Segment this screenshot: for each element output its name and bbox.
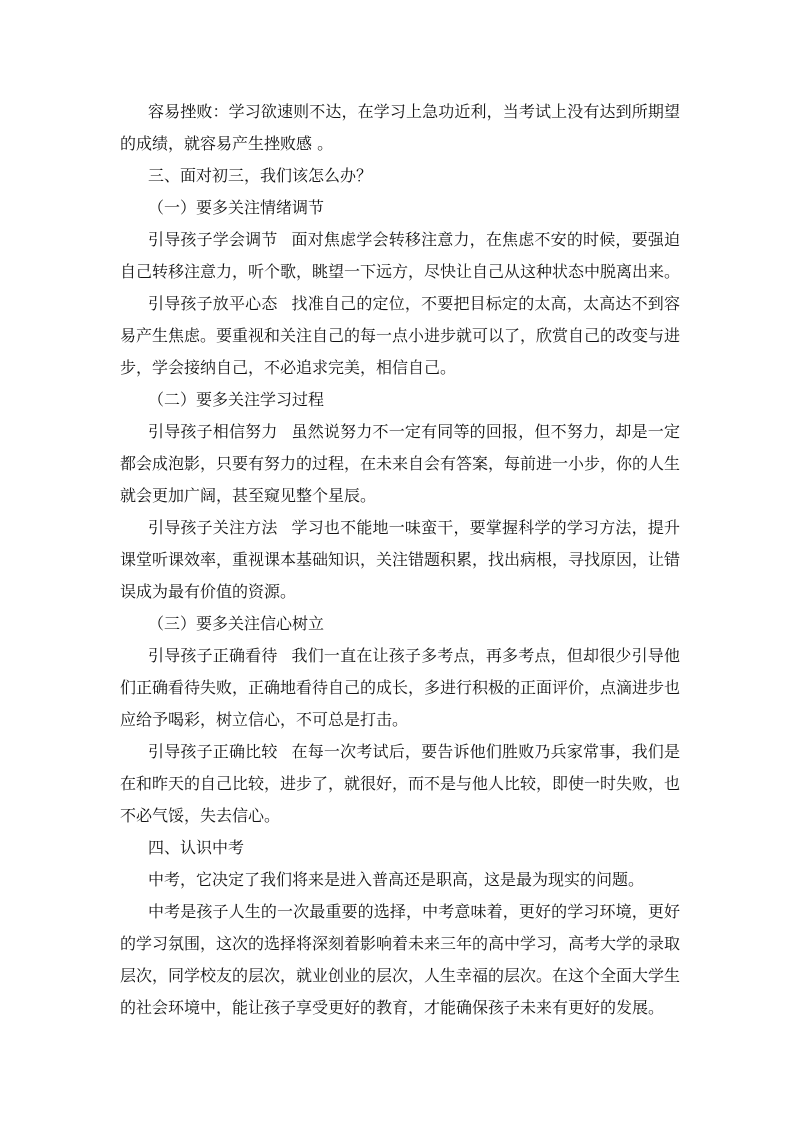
paragraph (120, 224, 680, 288)
paragraph (120, 736, 680, 832)
paragraph-text: 面对焦虑学会转移注意力，在焦虑不安的时候，要强迫自己转移注意力，听个歌，眺望一下远方，尽快让自己从这种状态中脱离出来。 (120, 230, 681, 281)
paragraph-text: 我们一直在让孩子多考点，再多考点，但却很少引导他们正确看待失败，正确地看待自己的成长，多进行积极的正面评价，点滴进步也应给予喝彩，树立信心，不可总是打击。 (120, 646, 681, 729)
paragraph-lead: 引导孩子正确比较 (148, 742, 278, 761)
subsection-heading (120, 192, 680, 224)
paragraph-lead: 引导孩子学会调节 (148, 230, 278, 249)
paragraph-text: 中考，它决定了我们将来是进入普高还是职高，这是最为现实的问题。 (148, 870, 645, 889)
paragraph (120, 896, 680, 1024)
heading-text: 四、认识中考 (148, 838, 245, 857)
paragraph-lead: 引导孩子相信努力 (148, 422, 278, 441)
paragraph (120, 416, 680, 512)
section-heading (120, 832, 680, 864)
subheading-text: （三）要多关注信心树立 (148, 614, 325, 633)
paragraph-text: 在每一次考试后，要告诉他们胜败乃兵家常事，我们是在和昨天的自己比较，进步了，就很好，而不是与他人比较，即使一时失败，也不必气馁，失去信心。 (120, 742, 681, 825)
subheading-text: （二）要多关注学习过程 (148, 390, 325, 409)
paragraph-text: 虽然说努力不一定有同等的回报，但不努力，却是一定都会成泡影，只要有努力的过程，在未来自会有答案，每前进一小步，你的人生就会更加广阔，甚至窥见整个星辰。 (120, 422, 681, 505)
subsection-heading (120, 384, 680, 416)
paragraph-text: 找准自己的定位，不要把目标定的太高，太高达不到容易产生焦虑。要重视和关注自己的每一点小进步就可以了，欣赏自己的改变与进步，学会接纳自己，不必追求完美，相信自己。 (120, 294, 681, 377)
paragraph-text: 容易挫败：学习欲速则不达，在学习上急功近利，当考试上没有达到所期望的成绩，就容易产生挫败感 。 (120, 102, 680, 153)
subheading-text: （一）要多关注情绪调节 (148, 198, 325, 217)
paragraph (120, 864, 680, 896)
paragraph (120, 96, 680, 160)
subsection-heading (120, 608, 680, 640)
section-heading (120, 160, 680, 192)
paragraph (120, 640, 680, 736)
paragraph (120, 288, 680, 384)
paragraph-text: 中考是孩子人生的一次最重要的选择，中考意味着，更好的学习环境，更好的学习氛围，这次的选择将深刻着影响着未来三年的高中学习，高考大学的录取层次，同学校友的层次，就业创业的层次，人生幸福的层次。在这个全面大学生的社会环境中，能让孩子享受更好的教育，才能确保孩子未来有更好的发展。 (120, 902, 681, 1017)
heading-text: 三、面对初三，我们该怎么办？ (148, 166, 373, 185)
paragraph-lead: 引导孩子放平心态 (148, 294, 278, 313)
paragraph-lead: 引导孩子正确看待 (148, 646, 278, 665)
paragraph-lead: 引导孩子关注方法 (148, 518, 278, 537)
document-page (120, 96, 680, 1024)
paragraph (120, 512, 680, 608)
paragraph-text: 学习也不能地一味蛮干，要掌握科学的学习方法，提升课堂听课效率，重视课本基础知识，关注错题积累，找出病根，寻找原因，让错误成为最有价值的资源。 (120, 518, 681, 601)
